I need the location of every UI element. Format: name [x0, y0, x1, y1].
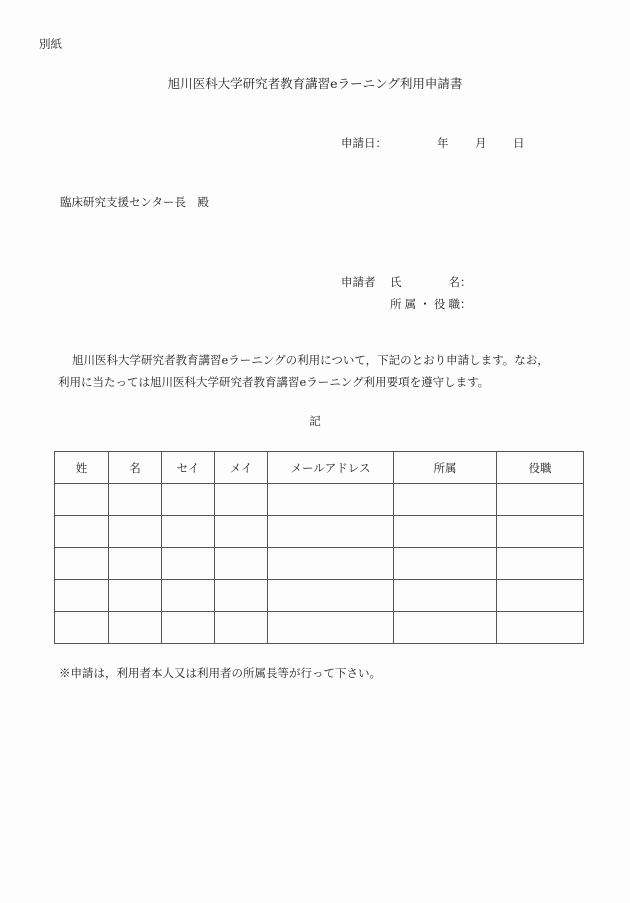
name-label: 氏名: [390, 275, 460, 289]
header-affiliation: 所属: [394, 452, 497, 484]
table-cell[interactable]: [268, 612, 394, 644]
table-cell[interactable]: [268, 580, 394, 612]
document-title: 旭川医科大学研究者教育講習eラーニング利用申請書: [167, 76, 463, 91]
table-cell[interactable]: [55, 484, 109, 516]
applicant-label: 申請者: [341, 275, 376, 289]
ki-heading: 記: [309, 414, 321, 428]
table-cell[interactable]: [268, 484, 394, 516]
table-cell[interactable]: [497, 516, 584, 548]
table-cell[interactable]: [55, 580, 109, 612]
application-date: [341, 135, 525, 151]
table-row: [55, 580, 584, 612]
table-cell[interactable]: [55, 516, 109, 548]
annex-label: 別紙: [39, 37, 62, 51]
table-cell[interactable]: [268, 548, 394, 580]
table-cell[interactable]: [162, 516, 215, 548]
table-cell[interactable]: [109, 484, 162, 516]
table-cell[interactable]: [109, 580, 162, 612]
table-cell[interactable]: [497, 484, 584, 516]
applicant-affiliation-field: [390, 296, 472, 312]
table-cell[interactable]: [394, 580, 497, 612]
date-label: 申請日：: [341, 136, 387, 150]
table-row: [55, 516, 584, 548]
header-surname-kana: セイ: [162, 452, 215, 484]
table-cell[interactable]: [215, 548, 268, 580]
table-cell[interactable]: [162, 580, 215, 612]
table-cell[interactable]: [162, 548, 215, 580]
table-cell[interactable]: [215, 484, 268, 516]
table-cell[interactable]: [109, 548, 162, 580]
name-colon: ：: [460, 275, 472, 289]
affiliation-colon: ：: [460, 297, 472, 311]
table-cell[interactable]: [215, 516, 268, 548]
date-day-label: 日: [513, 136, 525, 150]
table-cell[interactable]: [162, 484, 215, 516]
table-cell[interactable]: [215, 612, 268, 644]
date-year-label: 年: [437, 136, 449, 150]
header-given-name-kana: メイ: [215, 452, 268, 484]
table-row: [55, 548, 584, 580]
table-cell[interactable]: [497, 548, 584, 580]
header-given-name: 名: [109, 452, 162, 484]
table-cell[interactable]: [394, 516, 497, 548]
applicant-name-field: [390, 274, 472, 290]
affiliation-label: 所属・役職: [390, 297, 460, 311]
date-month-label: 月: [475, 136, 487, 150]
table-cell[interactable]: [55, 548, 109, 580]
table-cell[interactable]: [394, 612, 497, 644]
addressee: 臨床研究支援センター長 殿: [60, 195, 210, 209]
applicant-table: [54, 451, 584, 644]
table-header-row: [55, 452, 584, 484]
table-cell[interactable]: [109, 516, 162, 548]
table-row: [55, 484, 584, 516]
table-cell[interactable]: [497, 612, 584, 644]
table-cell[interactable]: [394, 484, 497, 516]
table-cell[interactable]: [497, 580, 584, 612]
header-position: 役職: [497, 452, 584, 484]
table-cell[interactable]: [394, 548, 497, 580]
table-cell[interactable]: [109, 612, 162, 644]
header-email: メールアドレス: [268, 452, 394, 484]
table-cell[interactable]: [268, 516, 394, 548]
table-cell[interactable]: [215, 580, 268, 612]
note-text: ※申請は，利用者本人又は利用者の所属長等が行って下さい。: [59, 666, 381, 680]
header-surname: 姓: [55, 452, 109, 484]
body-text-line-1: 旭川医科大学研究者教育講習eラーニングの利用について，下記のとおり申請します。なお，: [72, 353, 549, 367]
table-cell[interactable]: [162, 612, 215, 644]
table-row: [55, 612, 584, 644]
table-cell[interactable]: [55, 612, 109, 644]
body-text-line-2: 利用に当たっては旭川医科大学研究者教育講習eラーニング利用要項を遵守します。: [58, 375, 490, 389]
